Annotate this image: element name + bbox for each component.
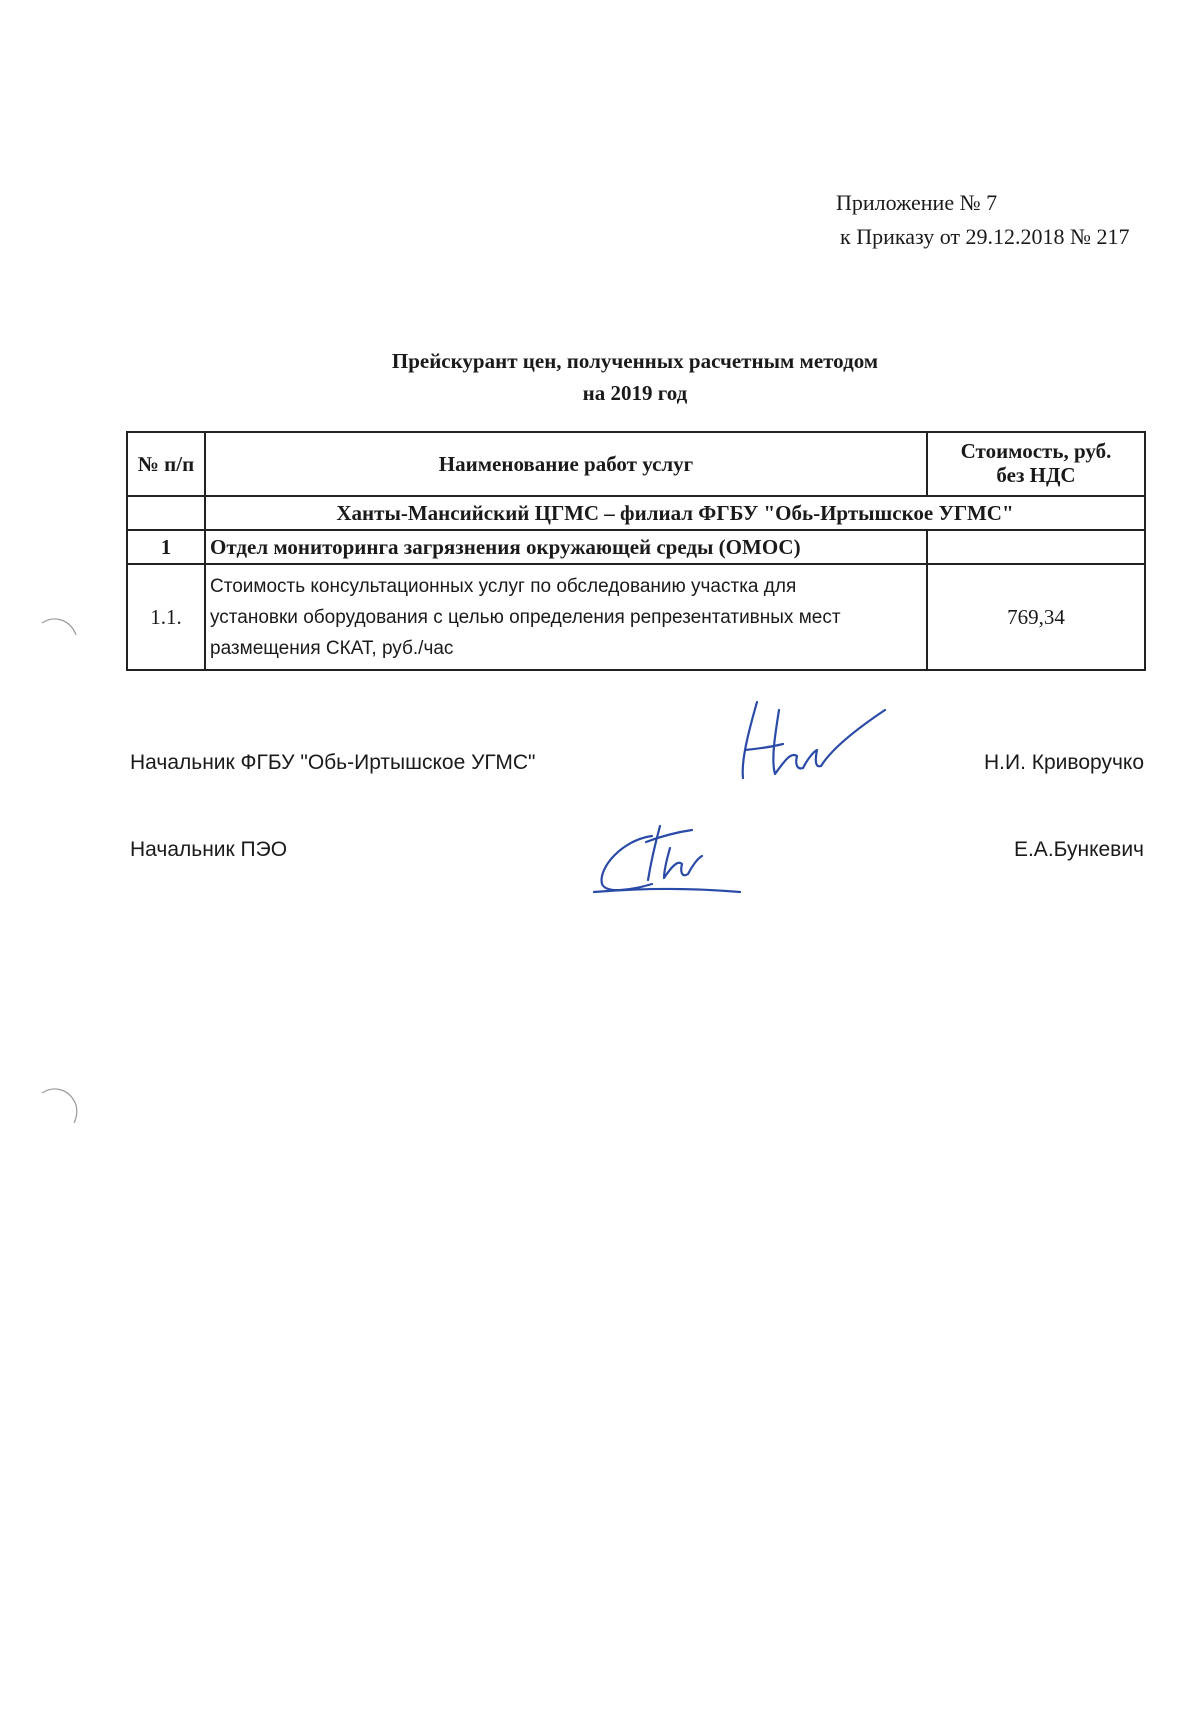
table-header-row [127,432,1145,496]
handwritten-signature-1 [735,690,895,790]
item-description-line-1: Стоимость консультационных услуг по обследованию участка для [210,575,797,597]
department-name: Отдел мониторинга загрязнения окружающей среды (ОМОС) [205,530,927,564]
header-cost-line-1: Стоимость, руб. [960,439,1112,463]
header-service-name: Наименование работ услуг [205,432,927,496]
item-cost: 769,34 [927,564,1145,670]
title-line-2: на 2019 год [582,381,688,405]
header-number: № п/п [127,432,205,496]
appendix-reference [836,186,1130,254]
signatory-role: Начальник ПЭО [130,838,288,861]
item-description-line-3: размещения СКАТ, руб./час [210,637,454,659]
department-number: 1 [127,530,205,564]
department-row [127,530,1145,564]
punch-hole-mark [40,1085,80,1125]
branch-row [127,496,1145,530]
title-line-1: Прейскурант цен, полученных расчетным методом [391,349,879,373]
order-reference: к Приказу от 29.12.2018 № 217 [840,224,1130,249]
branch-number-cell [127,496,205,530]
item-description [205,564,927,670]
table-row [127,564,1145,670]
price-list-table [126,431,1146,671]
item-number: 1.1. [127,564,205,670]
handwritten-signature-2 [592,818,742,898]
department-cost-cell [927,530,1145,564]
appendix-number: Приложение № 7 [836,190,998,215]
signatory-name: Н.И. Криворучко [984,751,1144,774]
document-title [240,345,1030,409]
signatory-name: Е.А.Бункевич [1013,838,1144,861]
branch-name: Ханты-Мансийский ЦГМС – филиал ФГБУ "Обь-Иртышское УГМС" [205,496,1145,530]
signatory-role: Начальник ФГБУ "Обь-Иртышское УГМС" [130,751,536,774]
header-cost [927,432,1145,496]
item-description-line-2: установки оборудования с целью определения репрезентативных мест [210,606,841,628]
punch-hole-mark [40,615,80,639]
header-cost-line-2: без НДС [996,463,1076,487]
